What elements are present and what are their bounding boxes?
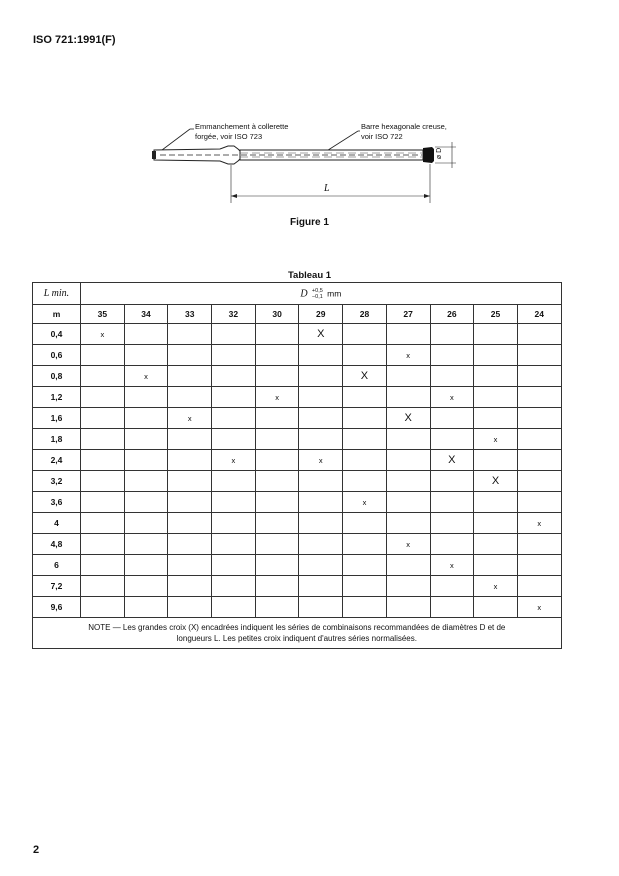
table-cell xyxy=(299,471,343,492)
table-cell: x xyxy=(168,408,212,429)
table-cell xyxy=(343,471,387,492)
table-cell xyxy=(255,534,299,555)
diameter-label: ø D xyxy=(436,147,444,160)
tolerance-upper: +0,5 xyxy=(311,287,323,294)
table-cell: x xyxy=(430,387,474,408)
table-cell xyxy=(124,471,168,492)
table-cell xyxy=(430,324,474,345)
drill-rod-diagram xyxy=(140,118,470,213)
table-cell xyxy=(386,513,430,534)
table-caption: Tableau 1 xyxy=(287,270,332,281)
row-length-value: 0,4 xyxy=(33,324,81,345)
row-length-value: 4,8 xyxy=(33,534,81,555)
table-header-row-2 xyxy=(33,305,562,324)
table-cell xyxy=(299,576,343,597)
label-hex-bar-2: voir ISO 722 xyxy=(361,132,403,141)
column-group-unit: mm xyxy=(327,287,342,298)
table-cell xyxy=(299,366,343,387)
table-header-row-1 xyxy=(33,283,562,305)
table-cell xyxy=(255,492,299,513)
table-cell xyxy=(517,429,561,450)
table-cell xyxy=(255,576,299,597)
table-cell xyxy=(212,387,256,408)
table-cell xyxy=(386,324,430,345)
tolerance-lower: −0,1 xyxy=(311,293,323,300)
table-cell xyxy=(81,387,125,408)
table-cell: x xyxy=(255,387,299,408)
row-length-value: 3,6 xyxy=(33,492,81,513)
table-cell xyxy=(81,450,125,471)
table-cell xyxy=(386,387,430,408)
table-cell xyxy=(343,450,387,471)
table-cell xyxy=(430,345,474,366)
table-cell xyxy=(474,366,518,387)
column-header: 24 xyxy=(517,305,561,324)
table-cell xyxy=(255,429,299,450)
table-cell xyxy=(517,534,561,555)
table-cell xyxy=(212,429,256,450)
table-cell xyxy=(299,555,343,576)
column-group-symbol: D xyxy=(300,287,308,299)
table-cell xyxy=(168,492,212,513)
table-cell xyxy=(299,387,343,408)
table-cell: x xyxy=(517,513,561,534)
table-cell: x xyxy=(474,576,518,597)
table-cell xyxy=(81,471,125,492)
table-cell xyxy=(168,513,212,534)
table-cell xyxy=(124,324,168,345)
table-cell xyxy=(430,471,474,492)
table-cell xyxy=(168,345,212,366)
table-cell: x xyxy=(474,429,518,450)
table-cell xyxy=(386,471,430,492)
table-cell xyxy=(343,324,387,345)
table-body xyxy=(33,283,562,649)
table-cell xyxy=(124,534,168,555)
table-cell xyxy=(168,576,212,597)
table-cell: X xyxy=(430,450,474,471)
table-row xyxy=(33,387,562,408)
table-cell xyxy=(474,597,518,618)
table-cell xyxy=(299,597,343,618)
length-label: L xyxy=(324,183,330,194)
table-cell xyxy=(343,576,387,597)
note-line-1: NOTE — Les grandes croix (X) encadrées indiquent les séries de combinaisons recommandées de diamètres D et de xyxy=(88,623,506,632)
table-cell xyxy=(255,597,299,618)
table-cell: x xyxy=(81,324,125,345)
row-length-value: 1,8 xyxy=(33,429,81,450)
table-cell xyxy=(474,534,518,555)
table-cell xyxy=(474,408,518,429)
table-cell: x xyxy=(517,597,561,618)
row-length-value: 0,6 xyxy=(33,345,81,366)
table-cell xyxy=(124,387,168,408)
table-cell xyxy=(299,534,343,555)
table-cell xyxy=(474,492,518,513)
column-header: 25 xyxy=(474,305,518,324)
table-cell xyxy=(343,345,387,366)
table-cell xyxy=(124,576,168,597)
table-cell xyxy=(430,513,474,534)
table-cell xyxy=(299,513,343,534)
column-header: 35 xyxy=(81,305,125,324)
table-cell xyxy=(81,408,125,429)
table-row xyxy=(33,450,562,471)
table-cell xyxy=(255,408,299,429)
table-cell xyxy=(124,429,168,450)
table-cell xyxy=(212,513,256,534)
table-cell: X xyxy=(474,471,518,492)
table-cell xyxy=(81,534,125,555)
table-cell xyxy=(212,492,256,513)
table-cell xyxy=(517,450,561,471)
table-cell xyxy=(124,513,168,534)
table-cell xyxy=(386,492,430,513)
table-cell: x xyxy=(386,534,430,555)
table-cell: x xyxy=(124,366,168,387)
table-cell: X xyxy=(343,366,387,387)
table-cell xyxy=(124,555,168,576)
table-cell xyxy=(343,408,387,429)
table-1 xyxy=(32,282,562,649)
table-cell xyxy=(255,513,299,534)
table-cell xyxy=(517,471,561,492)
table-cell xyxy=(430,408,474,429)
table-cell xyxy=(430,429,474,450)
table-row xyxy=(33,492,562,513)
row-length-value: 7,2 xyxy=(33,576,81,597)
table-cell xyxy=(212,597,256,618)
table-cell: X xyxy=(299,324,343,345)
column-group-header xyxy=(81,283,562,305)
table-cell xyxy=(81,429,125,450)
table-row xyxy=(33,366,562,387)
table-cell xyxy=(474,324,518,345)
table-row xyxy=(33,408,562,429)
column-header: 30 xyxy=(255,305,299,324)
table-row xyxy=(33,513,562,534)
table-row xyxy=(33,576,562,597)
figure-1-drawing xyxy=(140,118,470,213)
table-cell xyxy=(168,471,212,492)
table-cell xyxy=(255,345,299,366)
table-cell xyxy=(168,429,212,450)
table-cell xyxy=(343,555,387,576)
table-cell xyxy=(386,576,430,597)
table-cell xyxy=(299,492,343,513)
row-header-label: L min. xyxy=(43,288,70,299)
table-cell xyxy=(517,345,561,366)
table-cell xyxy=(81,576,125,597)
row-length-value: 3,2 xyxy=(33,471,81,492)
table-cell xyxy=(255,324,299,345)
table-cell xyxy=(386,597,430,618)
column-header: 32 xyxy=(212,305,256,324)
table-row xyxy=(33,597,562,618)
label-forged-shank-1: Emmanchement à collerette xyxy=(195,122,289,131)
figure-caption: Figure 1 xyxy=(290,217,329,228)
table-cell xyxy=(124,345,168,366)
table-cell xyxy=(430,576,474,597)
row-header-label-cell xyxy=(33,283,81,305)
table-row xyxy=(33,429,562,450)
table-cell xyxy=(212,366,256,387)
table-cell xyxy=(168,366,212,387)
table-cell: x xyxy=(299,450,343,471)
table-cell xyxy=(430,492,474,513)
table-cell xyxy=(168,555,212,576)
table-cell xyxy=(517,324,561,345)
label-hex-bar-1: Barre hexagonale creuse, xyxy=(361,122,447,131)
table-cell: x xyxy=(212,450,256,471)
table-cell xyxy=(517,555,561,576)
table-cell xyxy=(299,429,343,450)
table-cell xyxy=(386,450,430,471)
table-cell xyxy=(81,366,125,387)
table-cell xyxy=(81,555,125,576)
table-cell xyxy=(517,366,561,387)
label-forged-shank-2: forgée, voir ISO 723 xyxy=(195,132,263,141)
table-cell xyxy=(212,534,256,555)
table-cell xyxy=(255,555,299,576)
table-cell xyxy=(430,534,474,555)
table-cell xyxy=(343,513,387,534)
note-row xyxy=(33,618,562,649)
table-cell xyxy=(474,450,518,471)
table-row xyxy=(33,324,562,345)
table-cell xyxy=(168,450,212,471)
table-cell xyxy=(517,492,561,513)
page-number: 2 xyxy=(33,844,40,856)
table-cell xyxy=(124,408,168,429)
table-cell xyxy=(474,555,518,576)
table-cell xyxy=(255,471,299,492)
table-cell xyxy=(212,555,256,576)
table-row xyxy=(33,534,562,555)
table-cell xyxy=(343,597,387,618)
column-header: 29 xyxy=(299,305,343,324)
table-row xyxy=(33,471,562,492)
document-header: ISO 721:1991(F) xyxy=(33,34,116,46)
table-cell xyxy=(168,534,212,555)
column-header: 34 xyxy=(124,305,168,324)
row-length-value: 6 xyxy=(33,555,81,576)
table-cell xyxy=(168,597,212,618)
column-header: 26 xyxy=(430,305,474,324)
table-cell xyxy=(517,387,561,408)
table-cell xyxy=(124,450,168,471)
table-cell xyxy=(386,429,430,450)
table-cell: x xyxy=(386,345,430,366)
table-note xyxy=(33,618,562,649)
table-cell xyxy=(430,366,474,387)
table-cell xyxy=(124,597,168,618)
row-length-value: 9,6 xyxy=(33,597,81,618)
table-row xyxy=(33,555,562,576)
row-length-value: 2,4 xyxy=(33,450,81,471)
tolerance xyxy=(312,288,323,300)
table-cell xyxy=(299,345,343,366)
row-header-unit: m xyxy=(33,305,81,324)
row-length-value: 4 xyxy=(33,513,81,534)
table-cell xyxy=(212,324,256,345)
table-row xyxy=(33,345,562,366)
table-cell xyxy=(430,597,474,618)
table-cell xyxy=(212,345,256,366)
table-cell xyxy=(299,408,343,429)
table-cell xyxy=(168,387,212,408)
table-cell xyxy=(168,324,212,345)
table-cell xyxy=(343,387,387,408)
table-cell xyxy=(386,366,430,387)
table-cell xyxy=(517,408,561,429)
table-cell xyxy=(81,345,125,366)
table-cell xyxy=(81,492,125,513)
note-line-2: longueurs L. Les petites croix indiquent d'autres séries normalisées. xyxy=(176,634,417,643)
row-length-value: 0,8 xyxy=(33,366,81,387)
table-cell xyxy=(212,408,256,429)
table-cell xyxy=(81,513,125,534)
column-header: 28 xyxy=(343,305,387,324)
row-length-value: 1,6 xyxy=(33,408,81,429)
table-cell xyxy=(81,597,125,618)
table-cell xyxy=(517,576,561,597)
row-length-value: 1,2 xyxy=(33,387,81,408)
table-cell xyxy=(386,555,430,576)
table-cell xyxy=(474,345,518,366)
table-cell: x xyxy=(430,555,474,576)
table-cell xyxy=(255,450,299,471)
table-cell xyxy=(124,492,168,513)
table-cell xyxy=(212,576,256,597)
table-cell xyxy=(343,429,387,450)
table-cell xyxy=(474,387,518,408)
table-cell xyxy=(343,534,387,555)
table-cell xyxy=(255,366,299,387)
table-cell: X xyxy=(386,408,430,429)
table-cell xyxy=(212,471,256,492)
table-cell xyxy=(474,513,518,534)
column-header: 27 xyxy=(386,305,430,324)
column-header: 33 xyxy=(168,305,212,324)
table-cell: x xyxy=(343,492,387,513)
